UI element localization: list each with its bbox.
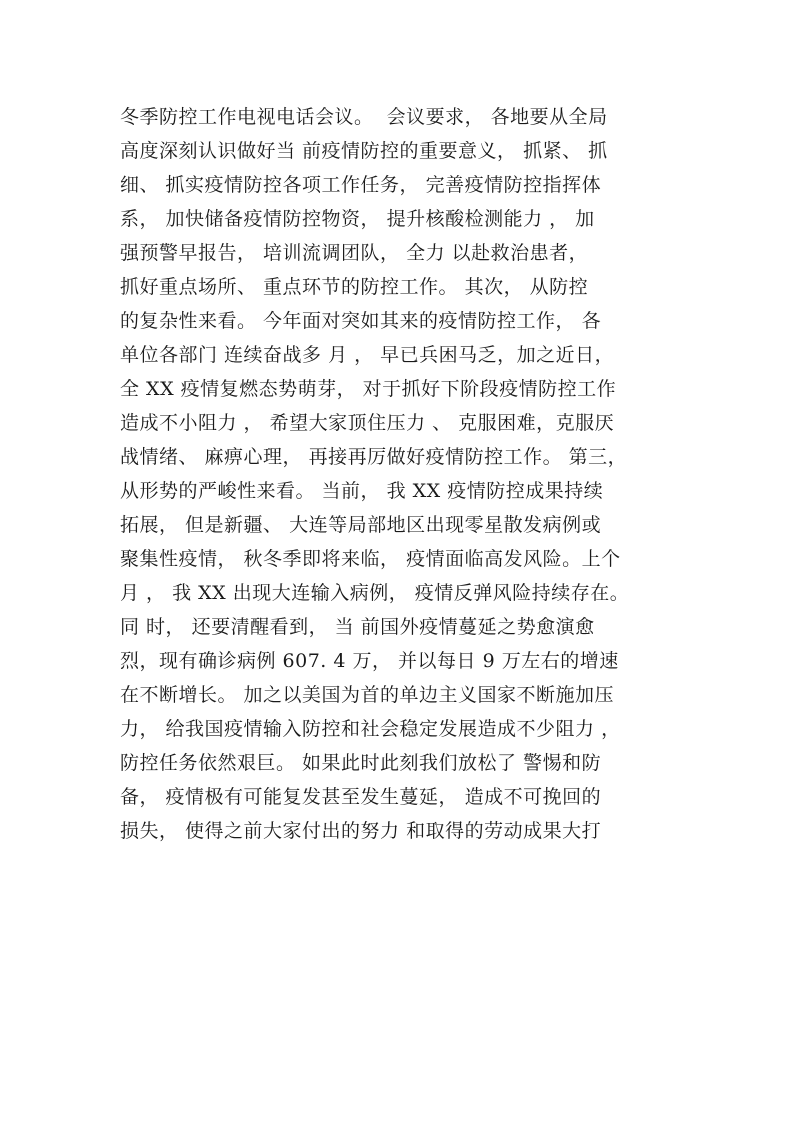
text-line: 聚集性疫情， 秋冬季即将来临， 疫情面临高发风险。上个 [120, 548, 621, 570]
body-paragraph [120, 100, 720, 848]
text-line: 力， 给我国疫情输入防控和社会稳定发展造成不少阻力 ， [120, 718, 621, 740]
text-line: 防控任务依然艰巨。 如果此时此刻我们放松了 警惕和防 [120, 752, 602, 774]
text-line: 月 ， 我 XX 出现大连输入病例， 疫情反弹风险持续存在。 [120, 582, 630, 604]
text-line: 系， 加快储备疫情防控物资， 提升核酸检测能力 ， 加 [120, 208, 595, 230]
text-line: 同 时， 还要清醒看到， 当 前国外疫情蔓延之势愈演愈 [120, 616, 595, 638]
text-line: 损失， 使得之前大家付出的努力 和取得的劳动成果大打 [120, 820, 602, 842]
text-line: 高度深刻认识做好当 前疫情防控的重要意义， 抓紧、 抓 [120, 140, 608, 162]
text-line: 细、 抓实疫情防控各项工作任务， 完善疫情防控指挥体 [120, 174, 602, 196]
text-line: 全 XX 疫情复燃态势萌芽， 对于抓好下阶段疫情防控工作 [120, 378, 617, 400]
text-line: 抓好重点场所、 重点环节的防控工作。 其次， 从防控 [120, 276, 589, 298]
text-line: 拓展， 但是新疆、 大连等局部地区出现零星散发病例或 [120, 514, 602, 536]
text-line: 战情绪、 麻痹心理， 再接再厉做好疫情防控工作。 第三， [120, 446, 628, 468]
text-line: 烈，现有确诊病例 607. 4 万， 并以每日 9 万左右的增速 [120, 650, 619, 672]
text-line: 冬季防控工作电视电话会议。 会议要求， 各地要从全局 [120, 106, 608, 128]
text-line: 造成不小阻力 ， 希望大家顶住压力 、 克服困难，克服厌 [120, 412, 615, 434]
text-line: 备， 疫情极有可能复发甚至发生蔓延， 造成不可挽回的 [120, 786, 602, 808]
text-line: 从形势的严峻性来看。 当前， 我 XX 疫情防控成果持续 [120, 480, 604, 502]
text-line: 在不断增长。 加之以美国为首的单边主义国家不断施加压 [120, 684, 615, 706]
text-line: 的复杂性来看。 今年面对突如其来的疫情防控工作， 各 [120, 310, 602, 332]
text-line: 强预警早报告， 培训流调团队， 全力 以赴救治患者， [120, 242, 589, 264]
text-line: 单位各部门 连续奋战多 月 ， 早已兵困马乏，加之近日， [120, 344, 615, 366]
